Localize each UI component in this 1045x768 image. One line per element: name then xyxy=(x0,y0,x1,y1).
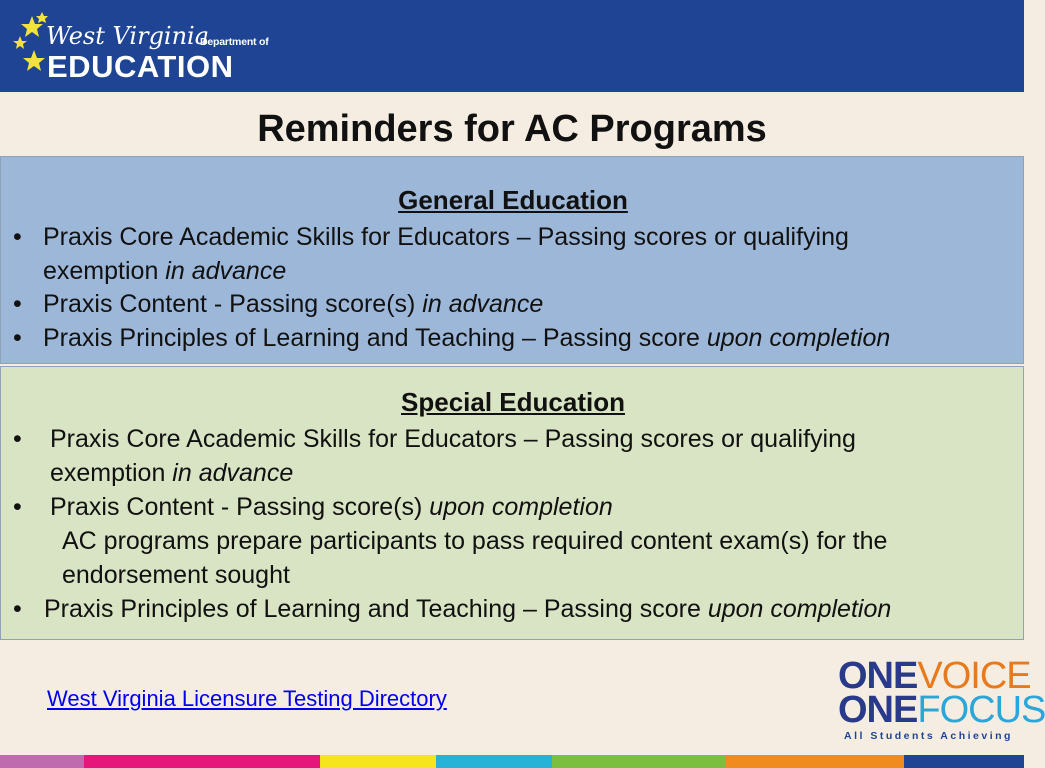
color-stripe-segment xyxy=(552,755,726,768)
bullet-icon: • xyxy=(13,425,22,453)
bullet-icon: • xyxy=(13,595,22,623)
color-stripe-segment xyxy=(436,755,552,768)
logo-education: EDUCATION xyxy=(47,49,234,84)
bullet-icon: • xyxy=(13,493,22,521)
special-item-content: Praxis Content - Passing score(s) upon completion xyxy=(50,493,613,521)
brand-row-focus: ONEFOCUS xyxy=(838,689,1045,731)
brand-tagline: All Students Achieving xyxy=(844,730,1013,742)
general-item-core-cont: exemption in advance xyxy=(43,257,287,285)
general-item-plt: Praxis Principles of Learning and Teaching – Passing score upon completion xyxy=(43,324,891,352)
special-note-line-cont: endorsement sought xyxy=(62,561,290,589)
special-item-core-cont: exemption in advance xyxy=(50,459,294,487)
slide-title: Reminders for AC Programs xyxy=(257,108,767,150)
bullet-icon: • xyxy=(13,223,22,251)
special-item-core: Praxis Core Academic Skills for Educators – Passing scores or qualifying xyxy=(50,425,856,453)
general-item-content: Praxis Content - Passing score(s) in advance xyxy=(43,290,544,318)
logo-state-name: West Virginia xyxy=(46,22,210,50)
color-stripe-segment xyxy=(726,755,904,768)
licensure-testing-directory-link[interactable]: West Virginia Licensure Testing Directory xyxy=(47,686,447,711)
special-note-line: AC programs prepare participants to pass required content exam(s) for the xyxy=(62,527,888,555)
special-education-heading: Special Education xyxy=(401,387,625,417)
bullet-icon: • xyxy=(13,290,22,318)
general-item-core: Praxis Core Academic Skills for Educators – Passing scores or qualifying xyxy=(43,223,849,251)
bullet-icon: • xyxy=(13,324,22,352)
color-stripe-segment xyxy=(904,755,1024,768)
special-item-plt: Praxis Principles of Learning and Teaching – Passing score upon completion xyxy=(44,595,892,623)
general-education-panel xyxy=(0,156,1024,364)
wvde-logo[interactable] xyxy=(12,10,272,86)
logo-department: Department of xyxy=(200,36,269,48)
color-stripe-segment xyxy=(0,755,84,768)
general-education-heading: General Education xyxy=(398,185,628,215)
special-education-panel xyxy=(0,366,1024,640)
brand-row-voice: ONEVOICE xyxy=(838,655,1031,697)
color-stripe-segment xyxy=(84,755,320,768)
one-voice-one-focus-logo xyxy=(838,655,1045,746)
header-banner xyxy=(0,0,1024,92)
color-stripe-segment xyxy=(320,755,436,768)
